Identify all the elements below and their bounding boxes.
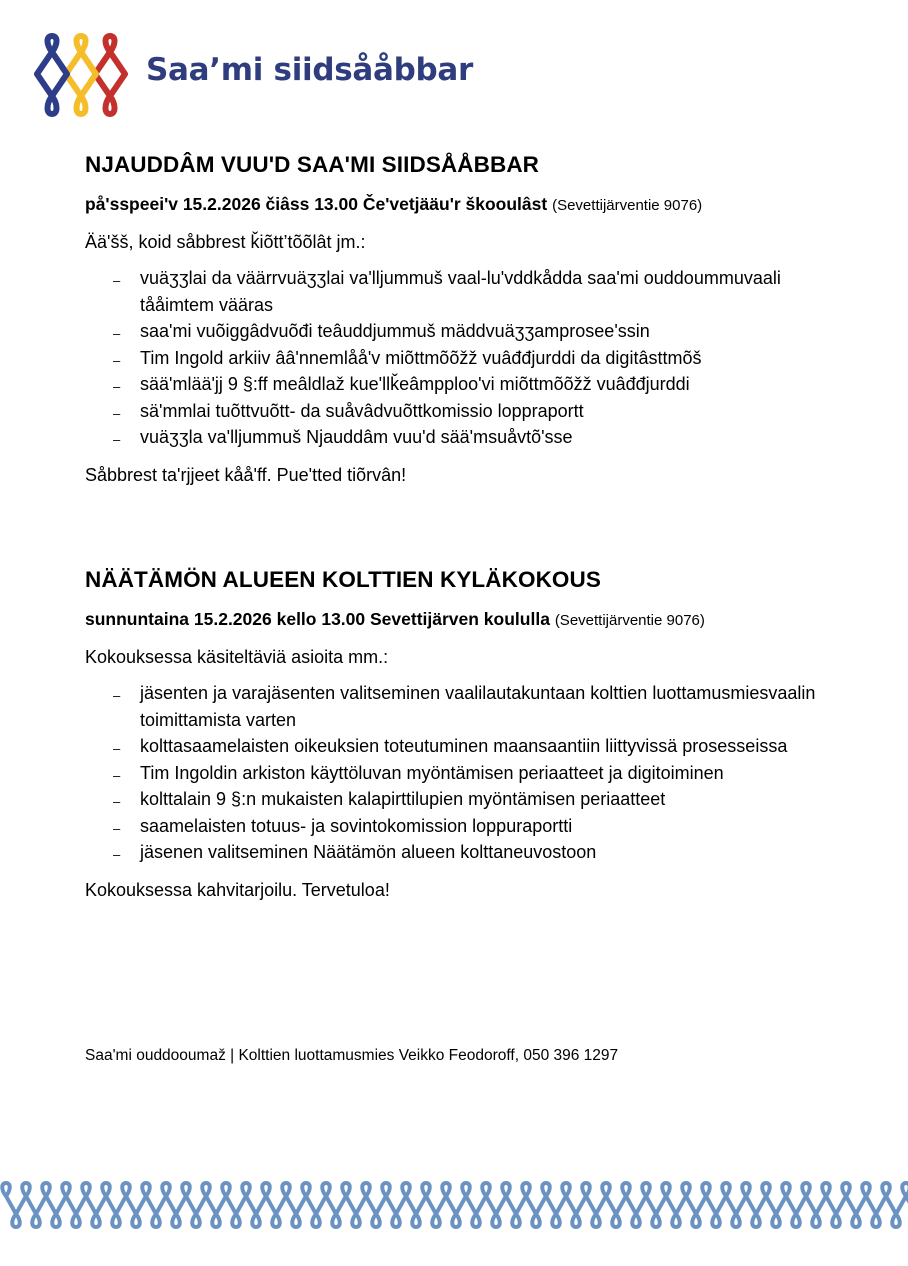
section-skolt-meeting	[85, 152, 825, 486]
bullet-dash-icon: –	[113, 767, 121, 783]
agenda-item	[85, 733, 825, 760]
agenda-list	[85, 680, 825, 866]
chain-loop-border-icon	[0, 1180, 908, 1230]
agenda-item	[85, 839, 825, 866]
footer-contact: Saa'mi ouddooumaž | Kolttien luottamusmies Veikko Feodoroff, 050 396 1297	[85, 1047, 619, 1064]
bullet-dash-icon: –	[113, 847, 121, 862]
agenda-item	[85, 345, 825, 372]
agenda-item	[85, 398, 825, 425]
bullet-dash-icon: –	[113, 326, 121, 341]
agenda-item-text: saa'mi vuõiggâdvuõđi teâuddjummuš mäddvuäʒʒamprosee'ssin	[140, 321, 650, 341]
agenda-item	[85, 371, 825, 398]
meeting-details	[85, 607, 825, 633]
closing-note: Såbbrest ta'rjjeet kåå'ff. Pue'tted tiõrvân!	[85, 464, 407, 485]
agenda-item	[85, 760, 825, 787]
agenda-item	[85, 786, 825, 813]
bullet-dash-icon: –	[113, 432, 121, 447]
logo-yellow-chain	[66, 36, 96, 114]
logo-blue-overlap	[62, 67, 67, 81]
closing-note: Kokouksessa kahvitarjoilu. Tervetuloa!	[85, 879, 390, 900]
bullet-dash-icon: –	[113, 688, 121, 703]
agenda-item-text: Tim Ingold arkiiv ââ'nnemlåå'v miõttmõõžž vuâđđjurddi da digitâsttmõš	[140, 347, 702, 368]
agenda-item-text: kolttalain 9 §:n mukaisten kalapirttilupien myöntämisen periaatteet	[140, 789, 666, 809]
logo-yellow-overlap	[91, 67, 96, 81]
meeting-address: (Sevettijärventie 9076)	[554, 612, 705, 629]
agenda-item-text: sää'mlää'jj 9 §:ff meâldlaž kue'llǩeâmpploo'vi miõttmõõžž vuâđđjurddi	[140, 374, 690, 394]
agenda-item-text: jäsenten ja varajäsenten valitseminen vaalilautakuntaan kolttien luottamusmiesvaalin toimittamista varten	[140, 683, 816, 730]
agenda-list	[85, 265, 825, 451]
meeting-datetime-place: på'sspeei'v 15.2.2026 čiâss 13.00 Če'vetjääu'r škooulâst	[85, 194, 548, 214]
section-title: NJAUDDÂM VUU'D SAA'MI SIIDSÅÅBBAR	[85, 152, 540, 177]
agenda-item-text: sä'mmlai tuõttvuõtt- da suåvâdvuõttkomissio loppraportt	[140, 400, 584, 421]
agenda-item-text: vuäʒʒlai da väärrvuäʒʒlai va'lljummuš vaal-lu'vddkådda saa'mi ouddoummuvaali tååimtem vääras	[140, 268, 781, 315]
bullet-dash-icon: –	[113, 820, 121, 836]
meeting-datetime-place: sunnuntaina 15.2.2026 kello 13.00 Sevettijärven koululla	[85, 609, 550, 629]
agenda-item	[85, 265, 825, 318]
agenda-item-text: saamelaisten totuus- ja sovintokomission loppuraportti	[140, 815, 573, 836]
agenda-item	[85, 680, 825, 733]
agenda-item-text: jäsenen valitseminen Näätämön alueen kolttaneuvostoon	[140, 842, 597, 862]
meeting-address: (Sevettijärventie 9076)	[552, 197, 703, 214]
border-chain-path	[2, 1183, 908, 1227]
agenda-item-text: vuäʒʒla va'lljummuš Njauddâm vuu'd sää'msuåvtõ'sse	[140, 427, 573, 447]
bullet-dash-icon: –	[113, 379, 121, 394]
meeting-details	[85, 192, 825, 218]
sami-chain-logo-icon	[34, 30, 134, 120]
agenda-item	[85, 318, 825, 345]
brand-name: Saa’mi siidsååbbar	[146, 52, 474, 88]
agenda-item	[85, 813, 825, 840]
section-finnish-meeting	[85, 567, 825, 901]
logo-red-chain	[95, 36, 125, 114]
agenda-item-text: Tim Ingoldin arkiston käyttöluvan myöntämisen periaatteet ja digitoiminen	[140, 762, 724, 783]
logo-blue-chain	[37, 36, 67, 114]
agenda-item-text: kolttasaamelaisten oikeuksien toteutuminen maansaantiin liittyvissä prosesseissa	[140, 736, 788, 756]
section-title: NÄÄTÄMÖN ALUEEN KOLTTIEN KYLÄKOKOUS	[85, 567, 601, 592]
bullet-dash-icon: –	[113, 352, 121, 368]
bullet-dash-icon: –	[113, 741, 121, 756]
bullet-dash-icon: –	[113, 273, 121, 288]
agenda-intro: Kokouksessa käsiteltäviä asioita mm.:	[85, 647, 389, 667]
agenda-intro: Ää'šš, koid såbbrest ǩiõtt’tõõlât jm.:	[85, 232, 366, 252]
bullet-dash-icon: –	[113, 794, 121, 809]
agenda-item	[85, 424, 825, 451]
bullet-dash-icon: –	[113, 405, 121, 421]
